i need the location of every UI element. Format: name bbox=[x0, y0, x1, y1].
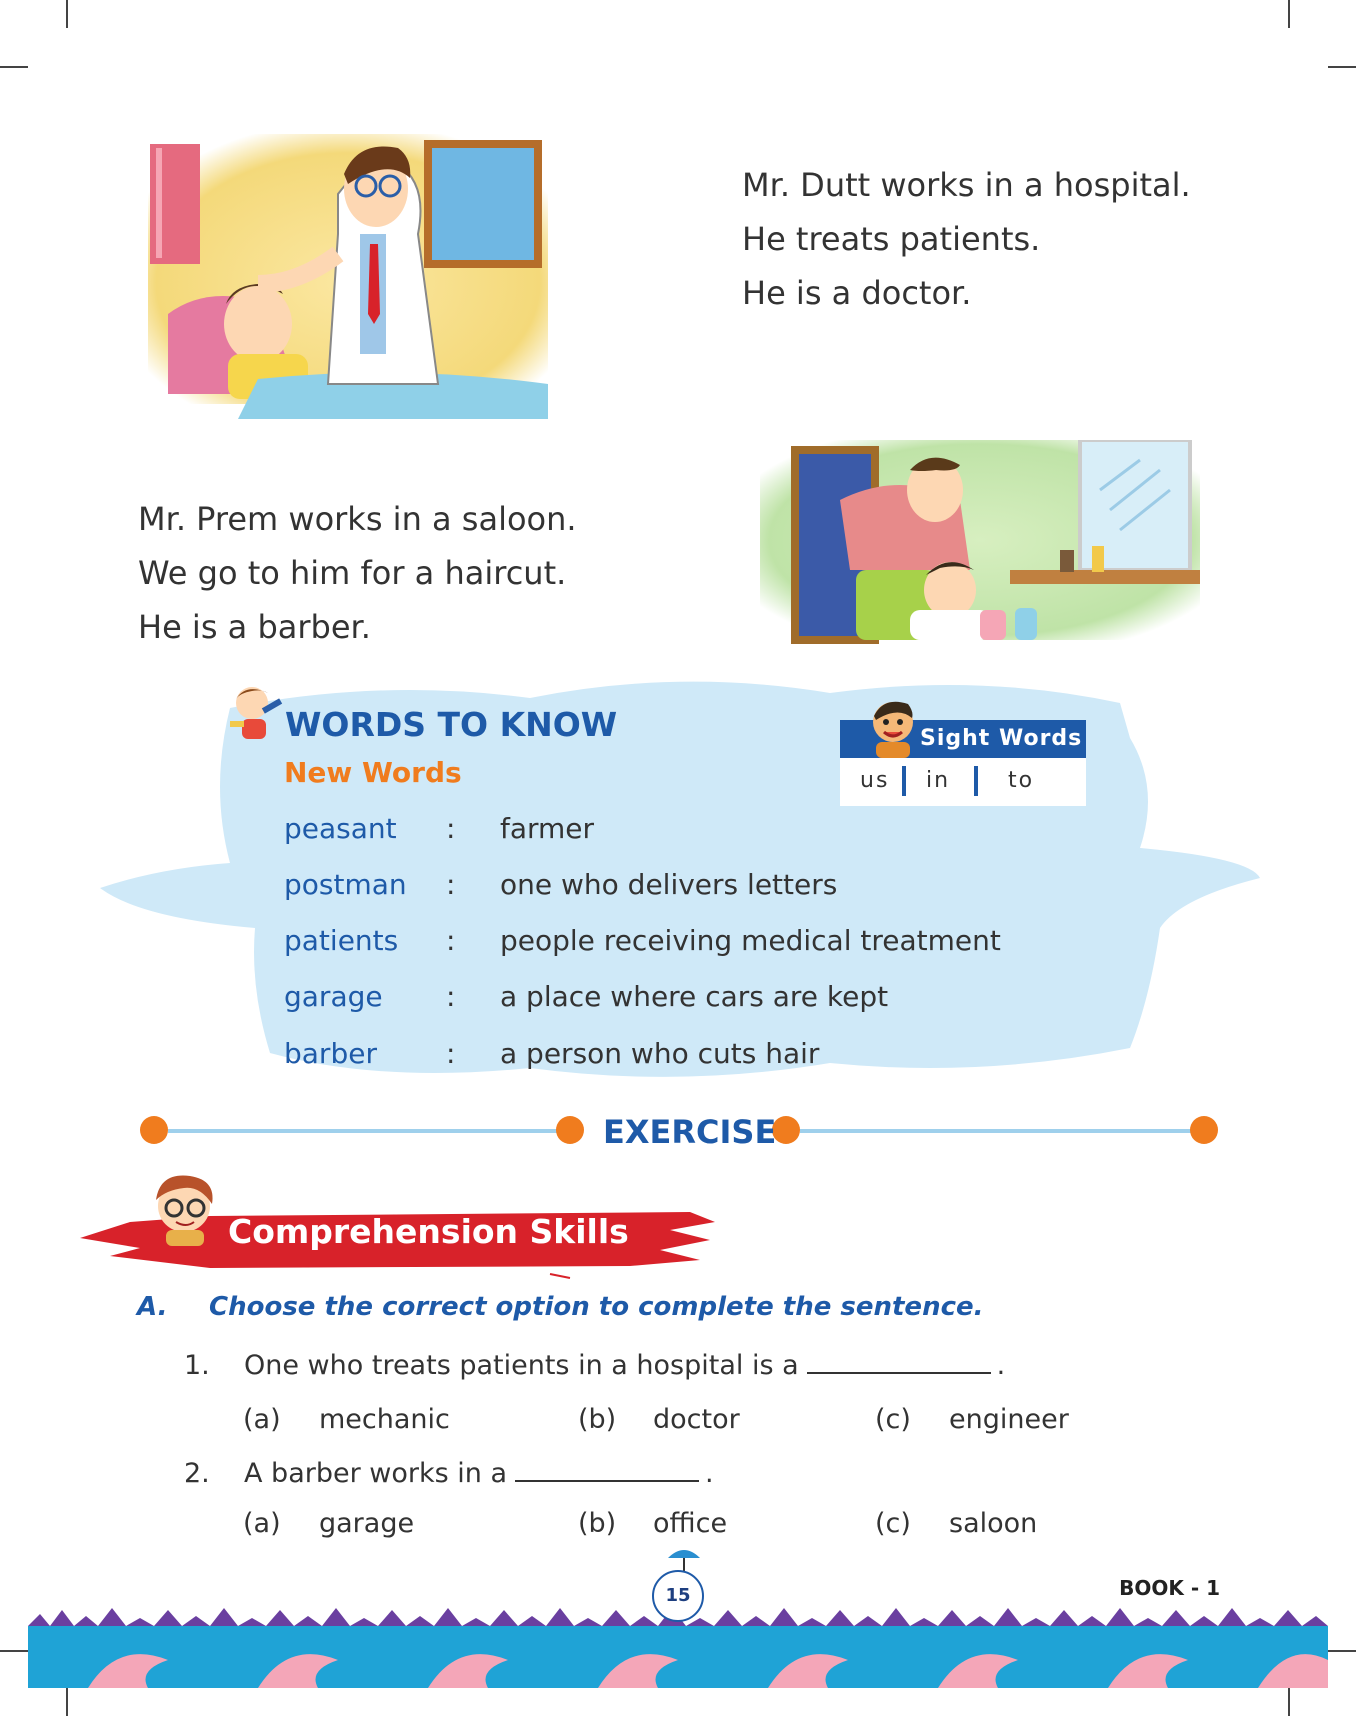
crop-mark bbox=[66, 1688, 68, 1716]
story-line: He is a doctor. bbox=[742, 274, 972, 312]
vocab-term: barber bbox=[284, 1037, 377, 1070]
option-text[interactable]: mechanic bbox=[319, 1404, 450, 1435]
vocab-definition: one who delivers letters bbox=[500, 868, 838, 901]
vocab-term: peasant bbox=[284, 812, 397, 845]
vocab-term: postman bbox=[284, 868, 407, 901]
option-text[interactable]: doctor bbox=[653, 1404, 740, 1435]
option-label: (c) bbox=[875, 1404, 911, 1435]
barber-story bbox=[138, 492, 577, 654]
crop-mark bbox=[66, 0, 68, 28]
crop-mark bbox=[1328, 66, 1356, 68]
option-label: (b) bbox=[578, 1404, 617, 1435]
question-text: A barber works in a bbox=[244, 1458, 507, 1489]
question-set-instruction: Choose the correct option to complete the sentence. bbox=[209, 1292, 984, 1322]
sight-word: to bbox=[1008, 768, 1035, 793]
sight-words-list bbox=[840, 758, 1086, 806]
vocab-colon: : bbox=[446, 1037, 456, 1070]
question-set-label: A. bbox=[137, 1292, 168, 1322]
exercise-divider-right bbox=[800, 1129, 1200, 1133]
girl-mascot-icon bbox=[140, 1168, 226, 1250]
answer-blank[interactable] bbox=[515, 1458, 699, 1482]
crop-mark bbox=[0, 1650, 28, 1652]
comprehension-skills-title: Comprehension Skills bbox=[228, 1212, 629, 1251]
story-line: He is a barber. bbox=[138, 608, 371, 646]
question-2 bbox=[244, 1458, 714, 1489]
vocab-definition: a place where cars are kept bbox=[500, 980, 889, 1013]
orange-dot bbox=[1190, 1116, 1218, 1144]
sight-words-boy-icon bbox=[862, 696, 924, 758]
exercise-divider-left bbox=[168, 1129, 570, 1133]
option-text[interactable]: engineer bbox=[949, 1404, 1069, 1435]
boy-mascot-icon bbox=[222, 683, 284, 749]
answer-blank[interactable] bbox=[807, 1350, 991, 1374]
orange-dot bbox=[140, 1116, 168, 1144]
question-number: 1. bbox=[184, 1350, 210, 1381]
question-1 bbox=[244, 1350, 1005, 1381]
divider bbox=[974, 766, 978, 796]
question-end: . bbox=[705, 1458, 714, 1489]
page-number: 15 bbox=[652, 1570, 704, 1622]
vocab-term: patients bbox=[284, 924, 399, 957]
exercise-title: EXERCISE bbox=[603, 1113, 777, 1151]
vocab-definition: people receiving medical treatment bbox=[500, 924, 1001, 957]
question-end: . bbox=[996, 1350, 1006, 1381]
vocab-term: garage bbox=[284, 980, 383, 1013]
option-text[interactable]: garage bbox=[319, 1508, 415, 1539]
option-label: (a) bbox=[243, 1508, 281, 1539]
option-text[interactable]: office bbox=[653, 1508, 728, 1539]
story-line: Mr. Prem works in a saloon. bbox=[138, 500, 577, 538]
barber-illustration bbox=[760, 440, 1210, 645]
doctor-story bbox=[742, 158, 1191, 320]
vocab-definition: a person who cuts hair bbox=[500, 1037, 820, 1070]
book-label: BOOK - 1 bbox=[1119, 1576, 1220, 1600]
option-label: (b) bbox=[578, 1508, 617, 1539]
vocab-colon: : bbox=[446, 812, 456, 845]
crop-mark bbox=[1288, 1688, 1290, 1716]
vocab-definition: farmer bbox=[500, 812, 595, 845]
story-line: He treats patients. bbox=[742, 220, 1041, 258]
sight-word: in bbox=[926, 768, 951, 793]
question-text: One who treats patients in a hospital is a bbox=[244, 1350, 799, 1381]
story-line: We go to him for a haircut. bbox=[138, 554, 567, 592]
divider bbox=[902, 766, 906, 796]
sight-word: us bbox=[860, 768, 890, 793]
story-line: Mr. Dutt works in a hospital. bbox=[742, 166, 1191, 204]
crop-mark bbox=[1288, 0, 1290, 28]
doctor-illustration bbox=[148, 134, 558, 419]
option-label: (c) bbox=[875, 1508, 911, 1539]
umbrella-icon bbox=[664, 1544, 704, 1574]
question-number: 2. bbox=[184, 1458, 210, 1489]
crop-mark bbox=[1328, 1650, 1356, 1652]
sight-words-title: Sight Words bbox=[920, 726, 1083, 751]
orange-dot bbox=[556, 1116, 584, 1144]
crop-mark bbox=[0, 66, 28, 68]
vocab-colon: : bbox=[446, 980, 456, 1013]
option-text[interactable]: saloon bbox=[949, 1508, 1038, 1539]
vocab-colon: : bbox=[446, 868, 456, 901]
words-to-know-title: WORDS TO KNOW bbox=[285, 705, 618, 744]
new-words-subtitle: New Words bbox=[284, 756, 462, 789]
option-label: (a) bbox=[243, 1404, 281, 1435]
vocab-colon: : bbox=[446, 924, 456, 957]
